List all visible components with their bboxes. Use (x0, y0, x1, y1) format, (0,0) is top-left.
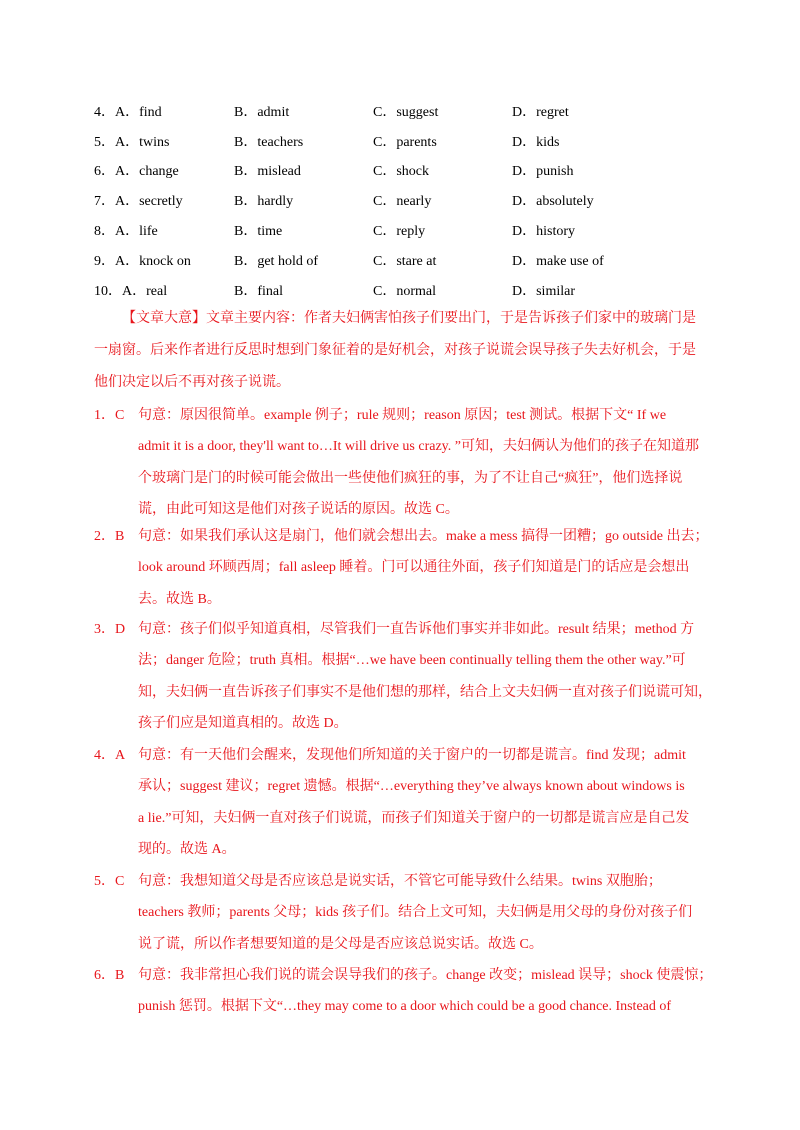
answer-explanation-line: 法；danger 危险；truth 真相。根据“…we have been continually telling them the other way.”可 (138, 653, 686, 669)
option-c: C．nearly (373, 194, 432, 210)
option-d: D．similar (512, 283, 575, 299)
option-cell-a (94, 101, 234, 121)
answer-explanation-line: 孩子们应是知道真相的。故选 D。 (138, 716, 348, 732)
option-d: D．punish (512, 164, 574, 180)
answer-key: 1．C (94, 408, 125, 423)
answer-key: 2．B (94, 529, 125, 544)
answer-explanation-line: 句意：如果我们承认这是扇门，他们就会想出去。make a mess 搞得一团糟；go outside 出去； (138, 529, 709, 544)
option-b: B．admit (234, 104, 290, 120)
answer-block (94, 866, 706, 960)
option-b: B．teachers (234, 134, 304, 150)
answer-key: 4．A (94, 748, 126, 763)
option-b: B．hardly (234, 194, 294, 210)
option-a: A．secretly (115, 194, 183, 210)
option-a: A．life (115, 224, 158, 240)
question-number: 6． (94, 164, 115, 180)
option-a: A．real (122, 283, 168, 299)
answer-explanation-line: 句意：有一天他们会醒来，发现他们所知道的关于窗户的一切都是谎言。find 发现；admit (138, 748, 686, 763)
question-number: 7． (94, 194, 115, 210)
option-d: D．regret (512, 104, 569, 120)
answer-block (94, 960, 713, 1023)
answer-explanation-line: 句意：孩子们似乎知道真相，尽管我们一直告诉他们事实并非如此。result 结果；method 方 (138, 622, 695, 637)
option-c: C．reply (373, 224, 426, 240)
option-row (94, 275, 734, 305)
option-row (94, 126, 734, 156)
question-number: 8． (94, 224, 115, 240)
option-a: A．change (115, 164, 179, 180)
option-b: B．get hold of (234, 253, 318, 269)
option-row (94, 96, 734, 126)
option-d: D．make use of (512, 253, 604, 269)
answer-explanation-line: teachers 教师；parents 父母；kids 孩子们。结合上文可知，夫妇俩是用父母的身份对孩子们 (138, 905, 693, 921)
answer-explanation-line: 个玻璃门是门的时候可能会做出一些使他们疯狂的事，为了不让自己“疯狂”，他们选择说 (138, 470, 683, 486)
option-row (94, 156, 734, 186)
option-cell-a (94, 131, 234, 151)
article-summary (94, 303, 706, 399)
option-d: D．history (512, 224, 575, 240)
option-cell-a (94, 220, 234, 240)
answer-explanation-line: 句意：原因很简单。example 例子；rule 规则；reason 原因；test 测试。根据下文“ If we (138, 408, 667, 423)
option-c: C．suggest (373, 104, 439, 120)
option-c: C．stare at (373, 253, 437, 269)
option-b: B．time (234, 224, 283, 240)
answer-explanation-line: a lie.”可知，夫妇俩一直对孩子们说谎，而孩子们知道关于窗户的一切都是谎言应是自己发 (138, 810, 690, 826)
option-d: D．kids (512, 134, 560, 150)
question-number: 5． (94, 134, 115, 150)
answer-header-line (94, 521, 709, 552)
answer-explanation-line: 现的。故选 A。 (138, 842, 236, 858)
answer-header-line (94, 614, 706, 645)
answer-explanation-line: look around 环顾西周；fall asleep 睡着。门可以通往外面，孩子们知道是门的话应是会想出 (138, 560, 690, 576)
answer-explanation-line: 承认；suggest 建议；regret 遗憾。根据“…everything they’ve always known about windows is (138, 779, 685, 795)
option-row (94, 215, 734, 245)
question-number: 10． (94, 283, 122, 299)
option-a: A．find (115, 104, 162, 120)
answer-block (94, 400, 706, 526)
option-cell-a (94, 250, 234, 270)
summary-line: 【文章大意】文章主要内容：作者夫妇俩害怕孩子们要出门，于是告诉孩子们家中的玻璃门是 (122, 311, 696, 326)
summary-line: 一扇窗。后来作者进行反思时想到门象征着的是好机会，对孩子说谎会误导孩子失去好机会，于是 (94, 343, 696, 358)
answer-key: 3．D (94, 622, 126, 637)
answer-block (94, 614, 712, 740)
answer-explanation-line: admit it is a door, they'll want to…It will drive us crazy. ”可知，夫妇俩认为他们的孩子在知道那 (138, 439, 699, 455)
option-cell-a (94, 160, 234, 180)
answer-key: 6．B (94, 968, 125, 983)
option-cell-a (94, 190, 234, 210)
option-c: C．parents (373, 134, 437, 150)
answer-key: 5．C (94, 874, 125, 889)
answer-explanation-line: 去。故选 B。 (138, 591, 221, 607)
answer-explanation-line: punish 惩罚。根据下文“…they may come to a door which could be a good chance. Instead of (138, 999, 672, 1015)
answer-explanation-line: 谎，由此可知这是他们对孩子说话的原因。故选 C。 (138, 502, 459, 518)
answer-block (94, 740, 706, 866)
answer-explanation-line: 句意：我想知道父母是否应该总是说实话，不管它可能导致什么结果。twins 双胞胎； (138, 874, 662, 889)
answer-explanation-line: 知，夫妇俩一直告诉孩子们事实不是他们想的那样，结合上文夫妇俩一直对孩子们说谎可知， (138, 684, 712, 700)
question-number: 9． (94, 253, 115, 269)
answer-explanation-line: 句意：我非常担心我们说的谎会误导我们的孩子。change 改变；mislead 误导；shock 使震惊； (138, 968, 713, 983)
option-d: D．absolutely (512, 194, 594, 210)
answer-explanation-line: 说了谎，所以作者想要知道的是父母是否应该总说实话。故选 C。 (138, 936, 543, 952)
option-c: C．shock (373, 164, 429, 180)
option-b: B．mislead (234, 164, 301, 180)
option-row (94, 185, 734, 215)
summary-line: 他们决定以后不再对孩子说谎。 (94, 375, 290, 390)
option-a: A．knock on (115, 253, 191, 269)
option-b: B．final (234, 283, 283, 299)
question-number: 4． (94, 104, 115, 120)
answer-header-line (94, 960, 713, 991)
option-a: A．twins (115, 134, 170, 150)
option-c: C．normal (373, 283, 436, 299)
answer-header-line (94, 400, 706, 431)
options-list (94, 96, 734, 305)
answer-header-line (94, 740, 706, 771)
answer-header-line (94, 866, 706, 897)
option-row (94, 245, 734, 275)
option-cell-a (94, 280, 234, 300)
answer-block (94, 521, 709, 615)
